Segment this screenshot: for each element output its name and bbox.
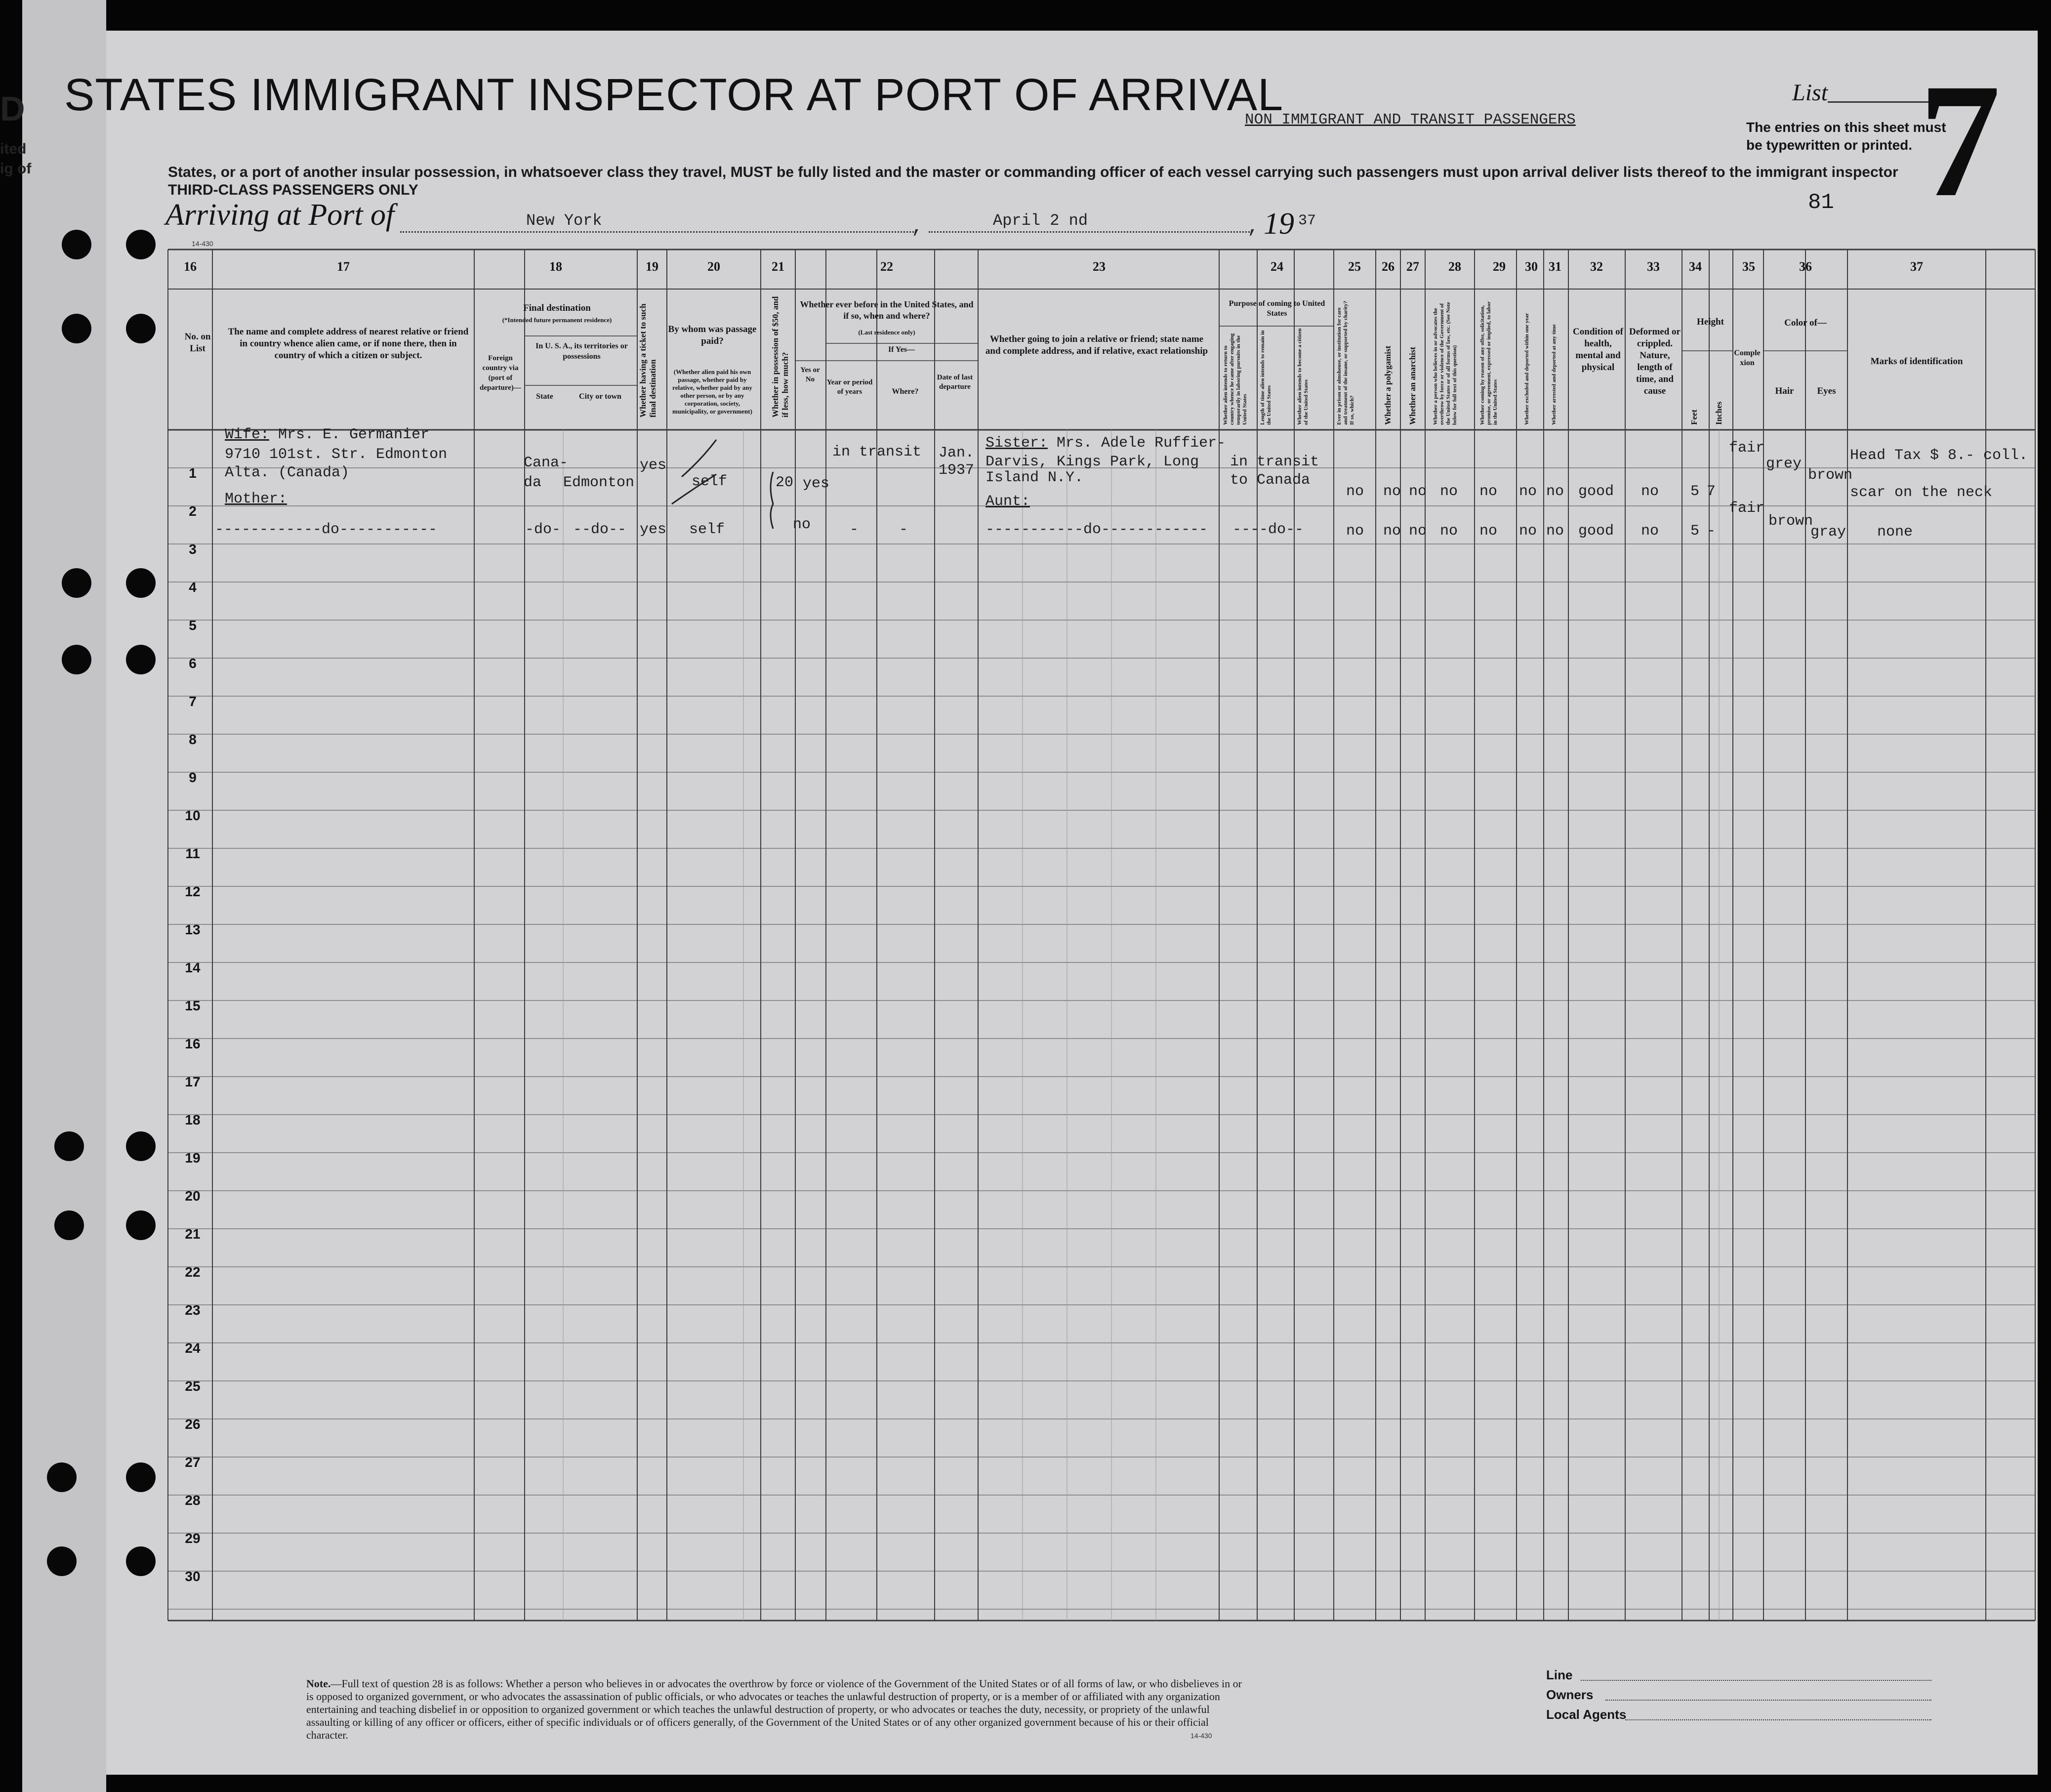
header-join-relative: Whether going to join a relative or friend; state name and complete address, and if relative, exact relationship bbox=[985, 334, 1208, 356]
column-number: 21 bbox=[772, 259, 784, 274]
form-number: 14-430 bbox=[192, 240, 213, 248]
entry-1-arrested: no bbox=[1546, 483, 1564, 500]
page-number: 81 bbox=[1808, 190, 1834, 215]
entry-2-health: good bbox=[1578, 523, 1614, 540]
question-28-note bbox=[306, 1677, 1245, 1742]
column-number: 36 bbox=[1799, 259, 1812, 274]
punch-hole bbox=[126, 314, 156, 343]
header-date-departure: Date of last departure bbox=[937, 374, 973, 391]
header-overthrow: Whether a person who believes in or advocates the overthrow by force or violence of the Government of the United States or of all forms of law, etc. (See Note below for full text of this question) bbox=[1433, 302, 1458, 425]
edge-text-3: ig of bbox=[0, 161, 32, 177]
entry-2-inches: - bbox=[1707, 523, 1716, 540]
entry-1-departure-1: Jan. bbox=[939, 445, 975, 461]
header-relative-address: The name and complete address of nearest relative or friend in country whence alien came, or if none there, then in country of which a citizen or subject. bbox=[228, 327, 469, 361]
entry-1-paid-by: self bbox=[692, 473, 728, 490]
header-purpose-length: Length of time alien intends to remain in the United States bbox=[1260, 330, 1272, 425]
punch-hole bbox=[126, 1131, 156, 1161]
row-number: 16 bbox=[185, 1036, 201, 1051]
arriving-label: Arriving at Port of bbox=[165, 198, 395, 232]
entry-2-polygamist: no bbox=[1383, 523, 1401, 540]
row-number: 13 bbox=[185, 922, 201, 937]
comma: , bbox=[911, 216, 924, 239]
punch-hole bbox=[47, 1546, 77, 1576]
header-money: Whether in possession of $50, and if less, how much? bbox=[771, 296, 790, 417]
entry-1-offer: no bbox=[1479, 483, 1498, 500]
punch-hole bbox=[54, 1210, 84, 1240]
entry-1-hair: grey bbox=[1766, 456, 1802, 472]
line-field bbox=[1581, 1680, 1931, 1681]
header-prison: Ever in prison or almshouse, or institution for care and treatment of the insane, or supported by charity? If so, which? bbox=[1336, 300, 1355, 425]
header-anarchist: Whether an anarchist bbox=[1408, 346, 1417, 425]
entry-1-departure-2: 1937 bbox=[939, 462, 975, 479]
punch-hole bbox=[62, 314, 91, 343]
year-prefix: 19 bbox=[1264, 207, 1294, 241]
entry-2-where: - bbox=[899, 521, 908, 538]
port-line bbox=[400, 231, 914, 233]
entry-2-relative-do: ------------do----------- bbox=[215, 521, 438, 538]
entry-1-prison: no bbox=[1346, 483, 1364, 500]
entry-1-join-address-1: Darvis, Kings Park, Long bbox=[985, 454, 1199, 470]
column-number: 18 bbox=[549, 259, 562, 274]
column-number: 27 bbox=[1406, 259, 1419, 274]
entry-1-before: yes bbox=[803, 475, 830, 492]
punch-hole bbox=[126, 230, 156, 259]
date-line bbox=[929, 231, 1250, 233]
entry-1-anarchist: no bbox=[1409, 483, 1427, 500]
row-number: 19 bbox=[185, 1150, 201, 1166]
entry-2-feet: 5 bbox=[1690, 523, 1700, 540]
header-final-destination-sub: (*Intended future permanent residence) bbox=[502, 316, 612, 324]
entry-2-years: - bbox=[850, 521, 859, 538]
entry-2-offer: no bbox=[1479, 523, 1498, 540]
row-number: 14 bbox=[185, 960, 201, 975]
header-last-residence: (Last residence only) bbox=[858, 329, 915, 336]
row-number: 10 bbox=[185, 808, 201, 823]
entry-1-purpose-1: in transit bbox=[1230, 454, 1319, 470]
entry-1-join-label: Sister: bbox=[985, 435, 1048, 452]
entry-1-foreign-1: Cana- bbox=[524, 455, 569, 471]
entry-2-ticket: yes bbox=[640, 521, 667, 538]
entry-1-foreign-2: da bbox=[524, 474, 542, 491]
entry-2-join-label bbox=[985, 493, 1030, 510]
column-number: 25 bbox=[1348, 259, 1361, 274]
transit-stamp: NON IMMIGRANT AND TRANSIT PASSENGERS bbox=[1245, 111, 1576, 128]
entry-1-join-address-2: Island N.Y. bbox=[985, 469, 1084, 486]
header-in-usa: In U. S. A., its territories or possessions bbox=[535, 342, 628, 361]
entry-1-address-2: Alta. (Canada) bbox=[225, 464, 350, 481]
row-number: 22 bbox=[185, 1264, 201, 1280]
port-value: New York bbox=[526, 211, 602, 230]
binding-margin bbox=[22, 0, 106, 1792]
header-height: Height bbox=[1697, 317, 1724, 327]
punch-hole bbox=[126, 645, 156, 674]
header-purpose-citizen: Whether alien intends to become a citizen of the United States bbox=[1297, 328, 1309, 425]
entry-2-eyes: gray bbox=[1810, 524, 1846, 541]
header-offer: Whether coming by reason of any offer, solicitation, promise, or agreement, expressed or implied, to labor in the United States bbox=[1479, 301, 1498, 425]
header-eyes: Eyes bbox=[1817, 386, 1836, 396]
header-marks: Marks of identification bbox=[1870, 356, 1963, 367]
row-number: 29 bbox=[185, 1531, 201, 1546]
column-number: 32 bbox=[1590, 259, 1603, 274]
column-number: 26 bbox=[1382, 259, 1395, 274]
row-number: 24 bbox=[185, 1340, 201, 1356]
column-number: 23 bbox=[1093, 259, 1106, 274]
entry-2-relative-label-text: Mother: bbox=[225, 491, 287, 507]
header-inches: Inches bbox=[1714, 401, 1723, 425]
row-number: 20 bbox=[185, 1188, 201, 1204]
row-number: 26 bbox=[185, 1417, 201, 1432]
header-purpose: Purpose of coming to United States bbox=[1229, 299, 1325, 318]
entry-2-deformed: no bbox=[1641, 523, 1659, 540]
header-ticket: Whether having a ticket to such final destination bbox=[638, 303, 657, 417]
punch-hole bbox=[62, 568, 91, 598]
entry-2-before: no bbox=[793, 516, 811, 533]
entry-2-prison: no bbox=[1346, 523, 1364, 540]
entry-2-join-label-text: Aunt: bbox=[985, 493, 1030, 510]
header-where: Where? bbox=[892, 387, 919, 396]
entry-1-overthrow: no bbox=[1440, 483, 1458, 500]
row-number: 28 bbox=[185, 1493, 201, 1508]
note-label: Note. bbox=[306, 1677, 331, 1690]
punch-hole bbox=[126, 1462, 156, 1492]
entry-1-polygamist: no bbox=[1383, 483, 1401, 500]
entry-2-foreign: -do- bbox=[525, 521, 561, 538]
entry-2-hair: brown bbox=[1768, 513, 1813, 530]
entry-2-arrested: no bbox=[1546, 523, 1564, 540]
column-number: 29 bbox=[1493, 259, 1506, 274]
entry-1-relative-name: Mrs. E. Germanier bbox=[278, 426, 430, 443]
row-number: 12 bbox=[185, 884, 201, 899]
year-suffix: 37 bbox=[1298, 212, 1316, 229]
header-hair: Hair bbox=[1775, 386, 1794, 396]
header-yes-no: Yes or No bbox=[800, 366, 820, 383]
row-number: 3 bbox=[189, 542, 197, 557]
list-number: 7 bbox=[1919, 50, 2001, 231]
column-number: 33 bbox=[1647, 259, 1660, 274]
header-polygamist: Whether a polygamist bbox=[1383, 345, 1393, 425]
column-number: 17 bbox=[337, 259, 350, 274]
header-state: State bbox=[536, 392, 553, 401]
entry-2-purpose: ----do-- bbox=[1232, 521, 1304, 538]
header-years: Year or period of years bbox=[826, 378, 873, 396]
line-label: Line bbox=[1546, 1667, 1573, 1682]
entry-1-join bbox=[985, 435, 1226, 452]
column-number: 34 bbox=[1689, 259, 1702, 274]
punch-hole bbox=[126, 1546, 156, 1576]
column-number: 37 bbox=[1910, 259, 1923, 274]
entry-2-overthrow: no bbox=[1440, 523, 1458, 540]
row-number: 11 bbox=[185, 846, 200, 861]
header-passage-paid: By whom was passage paid? bbox=[668, 324, 757, 346]
row-number: 1 bbox=[189, 465, 197, 481]
entry-2-join-do: -----------do------------ bbox=[985, 521, 1208, 538]
entry-2-relative-label bbox=[225, 491, 287, 507]
list-label: List bbox=[1792, 80, 1828, 106]
owners-field bbox=[1605, 1700, 1931, 1701]
row-number: 15 bbox=[185, 998, 201, 1013]
entry-1-deformed: no bbox=[1641, 483, 1659, 500]
column-number: 30 bbox=[1525, 259, 1538, 274]
column-number: 35 bbox=[1742, 259, 1755, 274]
entry-1-relative-label: Wife: bbox=[225, 426, 270, 443]
entry-1-relative bbox=[225, 426, 429, 443]
manifest-sheet bbox=[104, 31, 2038, 1775]
edge-text-2: ited bbox=[0, 141, 27, 157]
row-number: 5 bbox=[189, 618, 197, 633]
row-number: 30 bbox=[185, 1569, 201, 1584]
entry-1-health: good bbox=[1578, 483, 1614, 500]
punch-hole bbox=[126, 1210, 156, 1240]
subtitle-line-2: THIRD-CLASS PASSENGERS ONLY bbox=[168, 182, 418, 198]
owners-label: Owners bbox=[1546, 1687, 1594, 1702]
entry-2-anarchist: no bbox=[1409, 523, 1427, 540]
entry-2-city: --do-- bbox=[573, 521, 627, 538]
footer-form-number: 14-430 bbox=[1190, 1732, 1212, 1740]
entry-1-years: in transit bbox=[832, 444, 922, 460]
list-note-line-1: The entries on this sheet must bbox=[1746, 120, 1946, 135]
entry-2-paid-by: self bbox=[689, 521, 725, 538]
page-title: STATES IMMIGRANT INSPECTOR AT PORT OF ARRIVAL bbox=[64, 70, 1284, 120]
header-deformed: Deformed or crippled. Nature, length of time, and cause bbox=[1629, 327, 1681, 396]
local-agents-field bbox=[1625, 1719, 1931, 1720]
entry-1-city: Edmonton bbox=[563, 474, 635, 491]
column-number: 22 bbox=[880, 259, 893, 274]
entry-1-feet: 5 bbox=[1690, 483, 1700, 500]
entry-1-marks-2: scar on the neck bbox=[1850, 484, 1993, 501]
entry-1-excluded: no bbox=[1519, 483, 1537, 500]
handwritten-marks bbox=[642, 430, 790, 539]
header-arrested: Whether arrested and deported at any time bbox=[1551, 324, 1557, 425]
header-ever-before: Whether ever before in the United States, and if so, when and where? bbox=[800, 299, 974, 321]
row-number: 17 bbox=[185, 1074, 201, 1089]
column-number: 24 bbox=[1271, 259, 1283, 274]
header-final-destination: Final destination bbox=[523, 303, 591, 313]
punch-hole bbox=[54, 1131, 84, 1161]
entry-1-purpose-2: to Canada bbox=[1230, 472, 1311, 489]
row-number: 21 bbox=[185, 1226, 201, 1242]
row-number: 18 bbox=[185, 1112, 201, 1127]
local-agents-label: Local Agents bbox=[1546, 1707, 1627, 1722]
header-color-of: Color of— bbox=[1784, 318, 1827, 328]
entry-1-join-name: Mrs. Adele Ruffier- bbox=[1057, 435, 1226, 452]
header-no-on-list: No. on List bbox=[184, 332, 211, 354]
note-text: —Full text of question 28 is as follows: Whether a person who believes in or advocates the overthrow by force or violence of the Government of the United States or of all forms of law, or who disbelieves in or is opposed to organized government, or who advocates the assassination of public officials, or who advocates or teaches the unlawful destruction of property, or is a member of or affiliated with any organization entertaining and teaching disbelief in or opposition to organized government or which teaches the unlawful destruction of property, or who advocates or teaches the duty, necessity, or propriety of the unlawful assaulting or killing of any officer or officers, either of specific individuals or of officers generally, of the Government of the United States or of any other organized government because of his or their official character. bbox=[306, 1677, 1242, 1741]
row-number: 4 bbox=[189, 580, 197, 595]
header-purpose-return: Whether alien intends to return to country whence he came after engaging temporarily in laboring pursuits in the United States bbox=[1223, 333, 1248, 425]
header-complexion: Complexion bbox=[1734, 349, 1761, 367]
row-number: 7 bbox=[189, 694, 197, 709]
entry-2-marks: none bbox=[1877, 524, 1913, 541]
header-excluded: Whether excluded and deported within one year bbox=[1524, 313, 1530, 425]
entry-1-address-1: 9710 101st. Str. Edmonton bbox=[225, 446, 448, 463]
subtitle-line-1: States, or a port of another insular possession, in whatsoever class they travel, MUST be fully listed and the master or commanding officer of each vessel carrying such passengers must upon arrival deliver lists thereof to the immigrant inspector bbox=[168, 164, 1898, 180]
comma: , bbox=[1247, 216, 1260, 239]
entry-1-ticket: yes bbox=[640, 457, 667, 474]
punch-hole bbox=[47, 1462, 77, 1492]
header-if-yes: If Yes— bbox=[888, 345, 915, 354]
column-number: 28 bbox=[1448, 259, 1461, 274]
row-number: 8 bbox=[189, 732, 197, 747]
punch-hole bbox=[62, 645, 91, 674]
column-number: 20 bbox=[707, 259, 720, 274]
row-number: 2 bbox=[189, 503, 197, 519]
header-passage-note: (Whether alien paid his own passage, whether paid by relative, whether paid by any other person, or by any corporation, society, municipality, or government) bbox=[672, 368, 752, 415]
edge-text-1: D bbox=[0, 89, 25, 128]
entry-1-inches: 7 bbox=[1707, 483, 1716, 500]
header-health: Condition of health, mental and physical bbox=[1573, 327, 1623, 373]
entry-2-excluded: no bbox=[1519, 523, 1537, 540]
header-feet: Feet bbox=[1689, 409, 1699, 425]
column-number: 19 bbox=[646, 259, 658, 274]
row-number: 23 bbox=[185, 1302, 201, 1318]
entry-2-complexion: fair bbox=[1729, 500, 1765, 517]
entry-1-complexion: fair bbox=[1729, 440, 1765, 457]
column-number: 31 bbox=[1549, 259, 1561, 274]
entry-1-eyes: brown bbox=[1808, 467, 1853, 484]
header-foreign-country: Foreign country via (port of departure)— bbox=[480, 354, 521, 392]
punch-hole bbox=[62, 230, 91, 259]
row-number: 9 bbox=[189, 770, 197, 785]
entry-1-money: 20 bbox=[776, 474, 794, 491]
row-number: 25 bbox=[185, 1378, 201, 1394]
row-number: 27 bbox=[185, 1455, 201, 1470]
list-note-line-2: be typewritten or printed. bbox=[1746, 137, 1913, 153]
entry-1-marks-1: Head Tax $ 8.- coll. bbox=[1850, 447, 2028, 464]
row-number: 6 bbox=[189, 656, 197, 671]
date-value: April 2 nd bbox=[993, 211, 1088, 230]
punch-hole bbox=[126, 568, 156, 598]
header-city: City or town bbox=[579, 392, 621, 401]
column-number: 16 bbox=[184, 259, 197, 274]
